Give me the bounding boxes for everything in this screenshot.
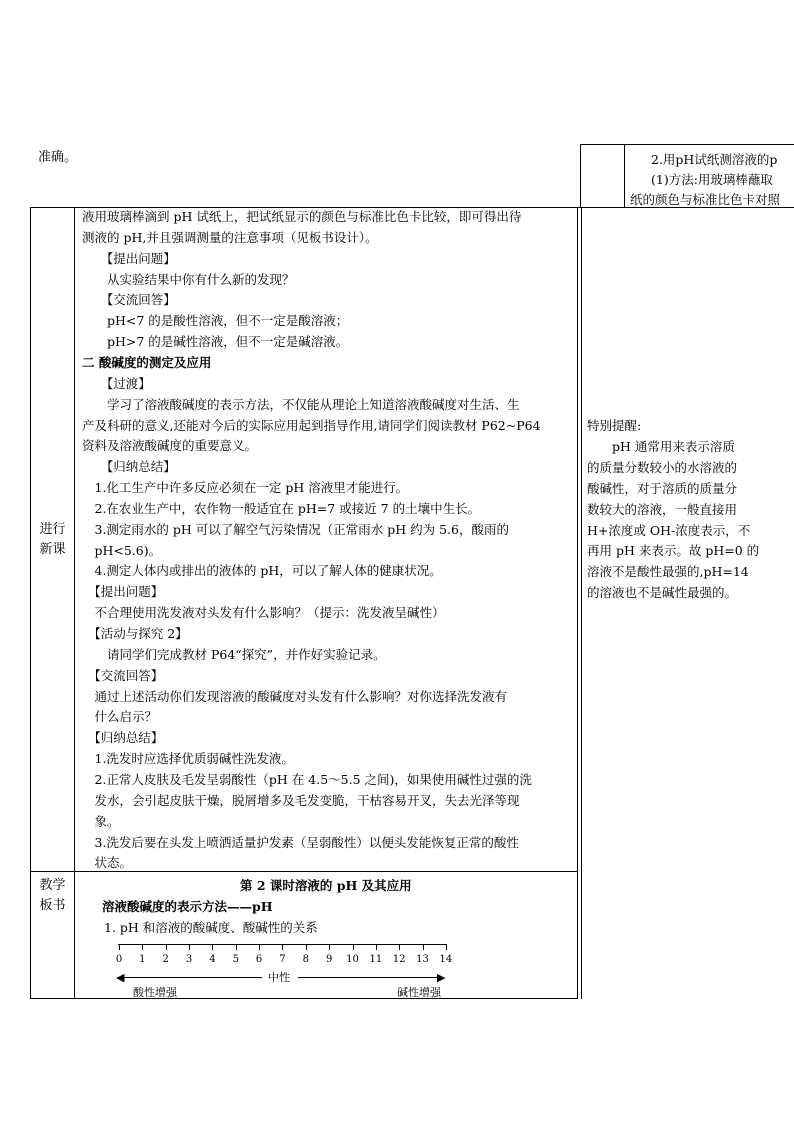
ph-tick-label: 5 (232, 954, 239, 965)
ph-tick-label: 8 (302, 954, 309, 965)
ph-tick-label: 2 (162, 954, 169, 965)
ph-tick (212, 944, 213, 950)
content-line: 通过上述活动你们发现溶液的酸碱度对头发有什么影响？对你选择洗发液有 (82, 688, 508, 704)
content-line: 二 酸碱度的测定及应用 (82, 354, 212, 370)
side-note-line: 的质量分数较小的水溶液的 (587, 459, 738, 475)
table-side-left-border (581, 207, 582, 999)
table-bottom-border (30, 998, 578, 999)
side-note-line: 的溶液也不是碱性最强的。 (587, 585, 738, 601)
table-label-divider (74, 207, 75, 999)
ph-arrow-line-left (122, 977, 262, 978)
section-label-line1: 教学 (39, 878, 66, 893)
top-right-line2: (1)方法:用玻璃棒蘸取 (651, 172, 773, 187)
ph-tick (259, 944, 260, 950)
arrow-left-head: ◀ (116, 971, 125, 984)
side-note-line: 酸碱性，对于溶质的质量分 (587, 480, 738, 496)
content-line: 3.洗发后要在头发上喷洒适量护发素（呈弱酸性）以便头发能恢复正常的酸性 (82, 834, 519, 850)
neutral-label: 中性 (268, 971, 290, 984)
ph-tick-label: 1 (139, 954, 146, 965)
content-line: 【提出问题】 (82, 250, 176, 266)
ph-tick-label: 14 (439, 954, 453, 965)
ph-tick-label: 4 (209, 954, 216, 965)
content-line: 什么启示？ (82, 709, 158, 725)
base-label: 碱性增强 (397, 986, 441, 999)
arrow-right-head: ▶ (437, 971, 446, 984)
side-note-line: 溶液不是酸性最强的,pH=14 (587, 564, 749, 580)
content-line: 从实验结果中你有什么新的发现？ (82, 271, 295, 287)
acid-label: 酸性增强 (133, 986, 177, 999)
ph-tick-label: 7 (279, 954, 286, 965)
section-label-line2: 新课 (39, 542, 66, 557)
ph-tick (189, 944, 190, 950)
content-line: 测液的 pH,并且强调测量的注意事项（见板书设计）。 (82, 229, 378, 245)
ph-tick-label: 11 (369, 954, 383, 965)
content-line: 资料及溶液酸碱度的重要意义。 (82, 438, 258, 454)
ph-tick (236, 944, 237, 950)
ph-tick-label: 0 (115, 954, 123, 965)
ph-tick-label: 13 (416, 954, 429, 965)
content-line: 4.测定人体内或排出的液体的 pH，可以了解人体的健康状况。 (82, 563, 442, 579)
top-right-border-left (580, 144, 581, 207)
content-line: 【归纳总结】 (82, 730, 164, 746)
side-note-line: 数较大的溶液，一般直接用 (587, 501, 738, 517)
top-right-line3: 纸的颜色与标准比色卡对照 (630, 192, 781, 207)
content-line: 【交流回答】 (82, 667, 164, 683)
ph-tick (423, 944, 424, 950)
section-label-board (31, 876, 74, 916)
side-note-line: 特别提醒: (587, 418, 642, 433)
content-line: 2.在农业生产中，农作物一般适宜在 pH=7 或接近 7 的土壤中生长。 (82, 500, 481, 516)
board-title: 第 2 课时溶液的 pH 及其应用 (240, 878, 412, 893)
ph-tick (166, 944, 167, 950)
ph-tick (376, 944, 377, 950)
content-line: 发水，会引起皮肤干燥，脱屑增多及毛发变脆，干枯容易开叉，失去光泽等现 (82, 792, 520, 808)
content-line: 2.正常人皮肤及毛发呈弱酸性（pH 在 4.5～5.5 之间)，如果使用碱性过强的洗 (82, 771, 532, 787)
board-subtitle: 溶液酸碱度的表示方法——pH (102, 899, 273, 914)
content-line: 【提出问题】 (82, 584, 164, 600)
section-label-line1: 进行 (39, 522, 66, 537)
ph-arrow-line-right (298, 977, 441, 978)
ph-tick-label: 3 (185, 954, 193, 965)
board-item-1: 1. pH 和溶液的酸碱度、酸碱性的关系 (104, 920, 318, 935)
content-line: pH>7 的是碱性溶液，但不一定是碱溶液。 (82, 334, 349, 350)
ph-tick-label: 9 (325, 954, 333, 965)
ph-tick (353, 944, 354, 950)
content-line: 学习了溶液酸碱度的表示方法，不仅能从理论上知道溶液酸碱度对生活、生 (82, 396, 520, 412)
side-note-line: H+浓度或 OH-浓度表示，不 (587, 522, 751, 538)
ph-tick (306, 944, 307, 950)
ph-tick-label: 10 (346, 954, 359, 965)
ph-tick (142, 944, 143, 950)
table-main-right-border (577, 207, 578, 999)
content-line: 3.测定雨水的 pH 可以了解空气污染情况（正常雨水 pH 约为 5.6，酸雨的 (82, 521, 509, 537)
content-line: pH<7 的是酸性溶液，但不一定是酸溶液； (82, 313, 349, 329)
content-line: 1.化工生产中许多反应必须在一定 pH 溶液里才能进行。 (82, 480, 409, 496)
content-line: 状态。 (82, 855, 133, 871)
content-line: 1.洗发时应选择优质弱碱性洗发液。 (82, 751, 294, 767)
content-line: 【归纳总结】 (82, 459, 176, 475)
content-line: 产及科研的意义,还能对今后的实际应用起到指导作用,请同学们阅读教材 P62~P64 (82, 417, 541, 433)
content-line: 【活动与探究 2】 (82, 626, 188, 641)
side-note-line: 再用 pH 来表示。故 pH=0 的 (587, 543, 760, 559)
content-line: 液用玻璃棒滴到 pH 试纸上，把试纸显示的颜色与标准比色卡比较，即可得出待 (82, 209, 522, 224)
top-left-text: 准确。 (38, 150, 78, 165)
ph-tick (329, 944, 330, 950)
ph-tick-label: 12 (392, 954, 406, 965)
content-line: pH<5.6)。 (82, 542, 162, 558)
content-line: 请同学们完成教材 P64“探究”，并作好实验记录。 (82, 646, 386, 662)
ph-tick-label: 6 (255, 954, 263, 965)
content-line: 【过渡】 (82, 375, 151, 391)
section-label-line2: 板书 (39, 898, 66, 913)
ph-tick (119, 944, 120, 950)
ph-tick (282, 944, 283, 950)
ph-tick (399, 944, 400, 950)
content-line: 不合理使用洗发液对头发有什么影响？（提示：洗发液呈碱性） (82, 605, 445, 621)
top-right-line1: 2.用pH试纸测溶液的p (651, 152, 778, 167)
ph-tick (446, 944, 447, 950)
content-line: 象。 (82, 813, 120, 829)
top-right-divider (624, 144, 625, 207)
top-right-border-top (580, 144, 794, 145)
content-line: 【交流回答】 (82, 292, 176, 308)
side-note-line: pH 通常用来表示溶质 (587, 438, 735, 454)
section-label-new-lesson (31, 520, 74, 560)
